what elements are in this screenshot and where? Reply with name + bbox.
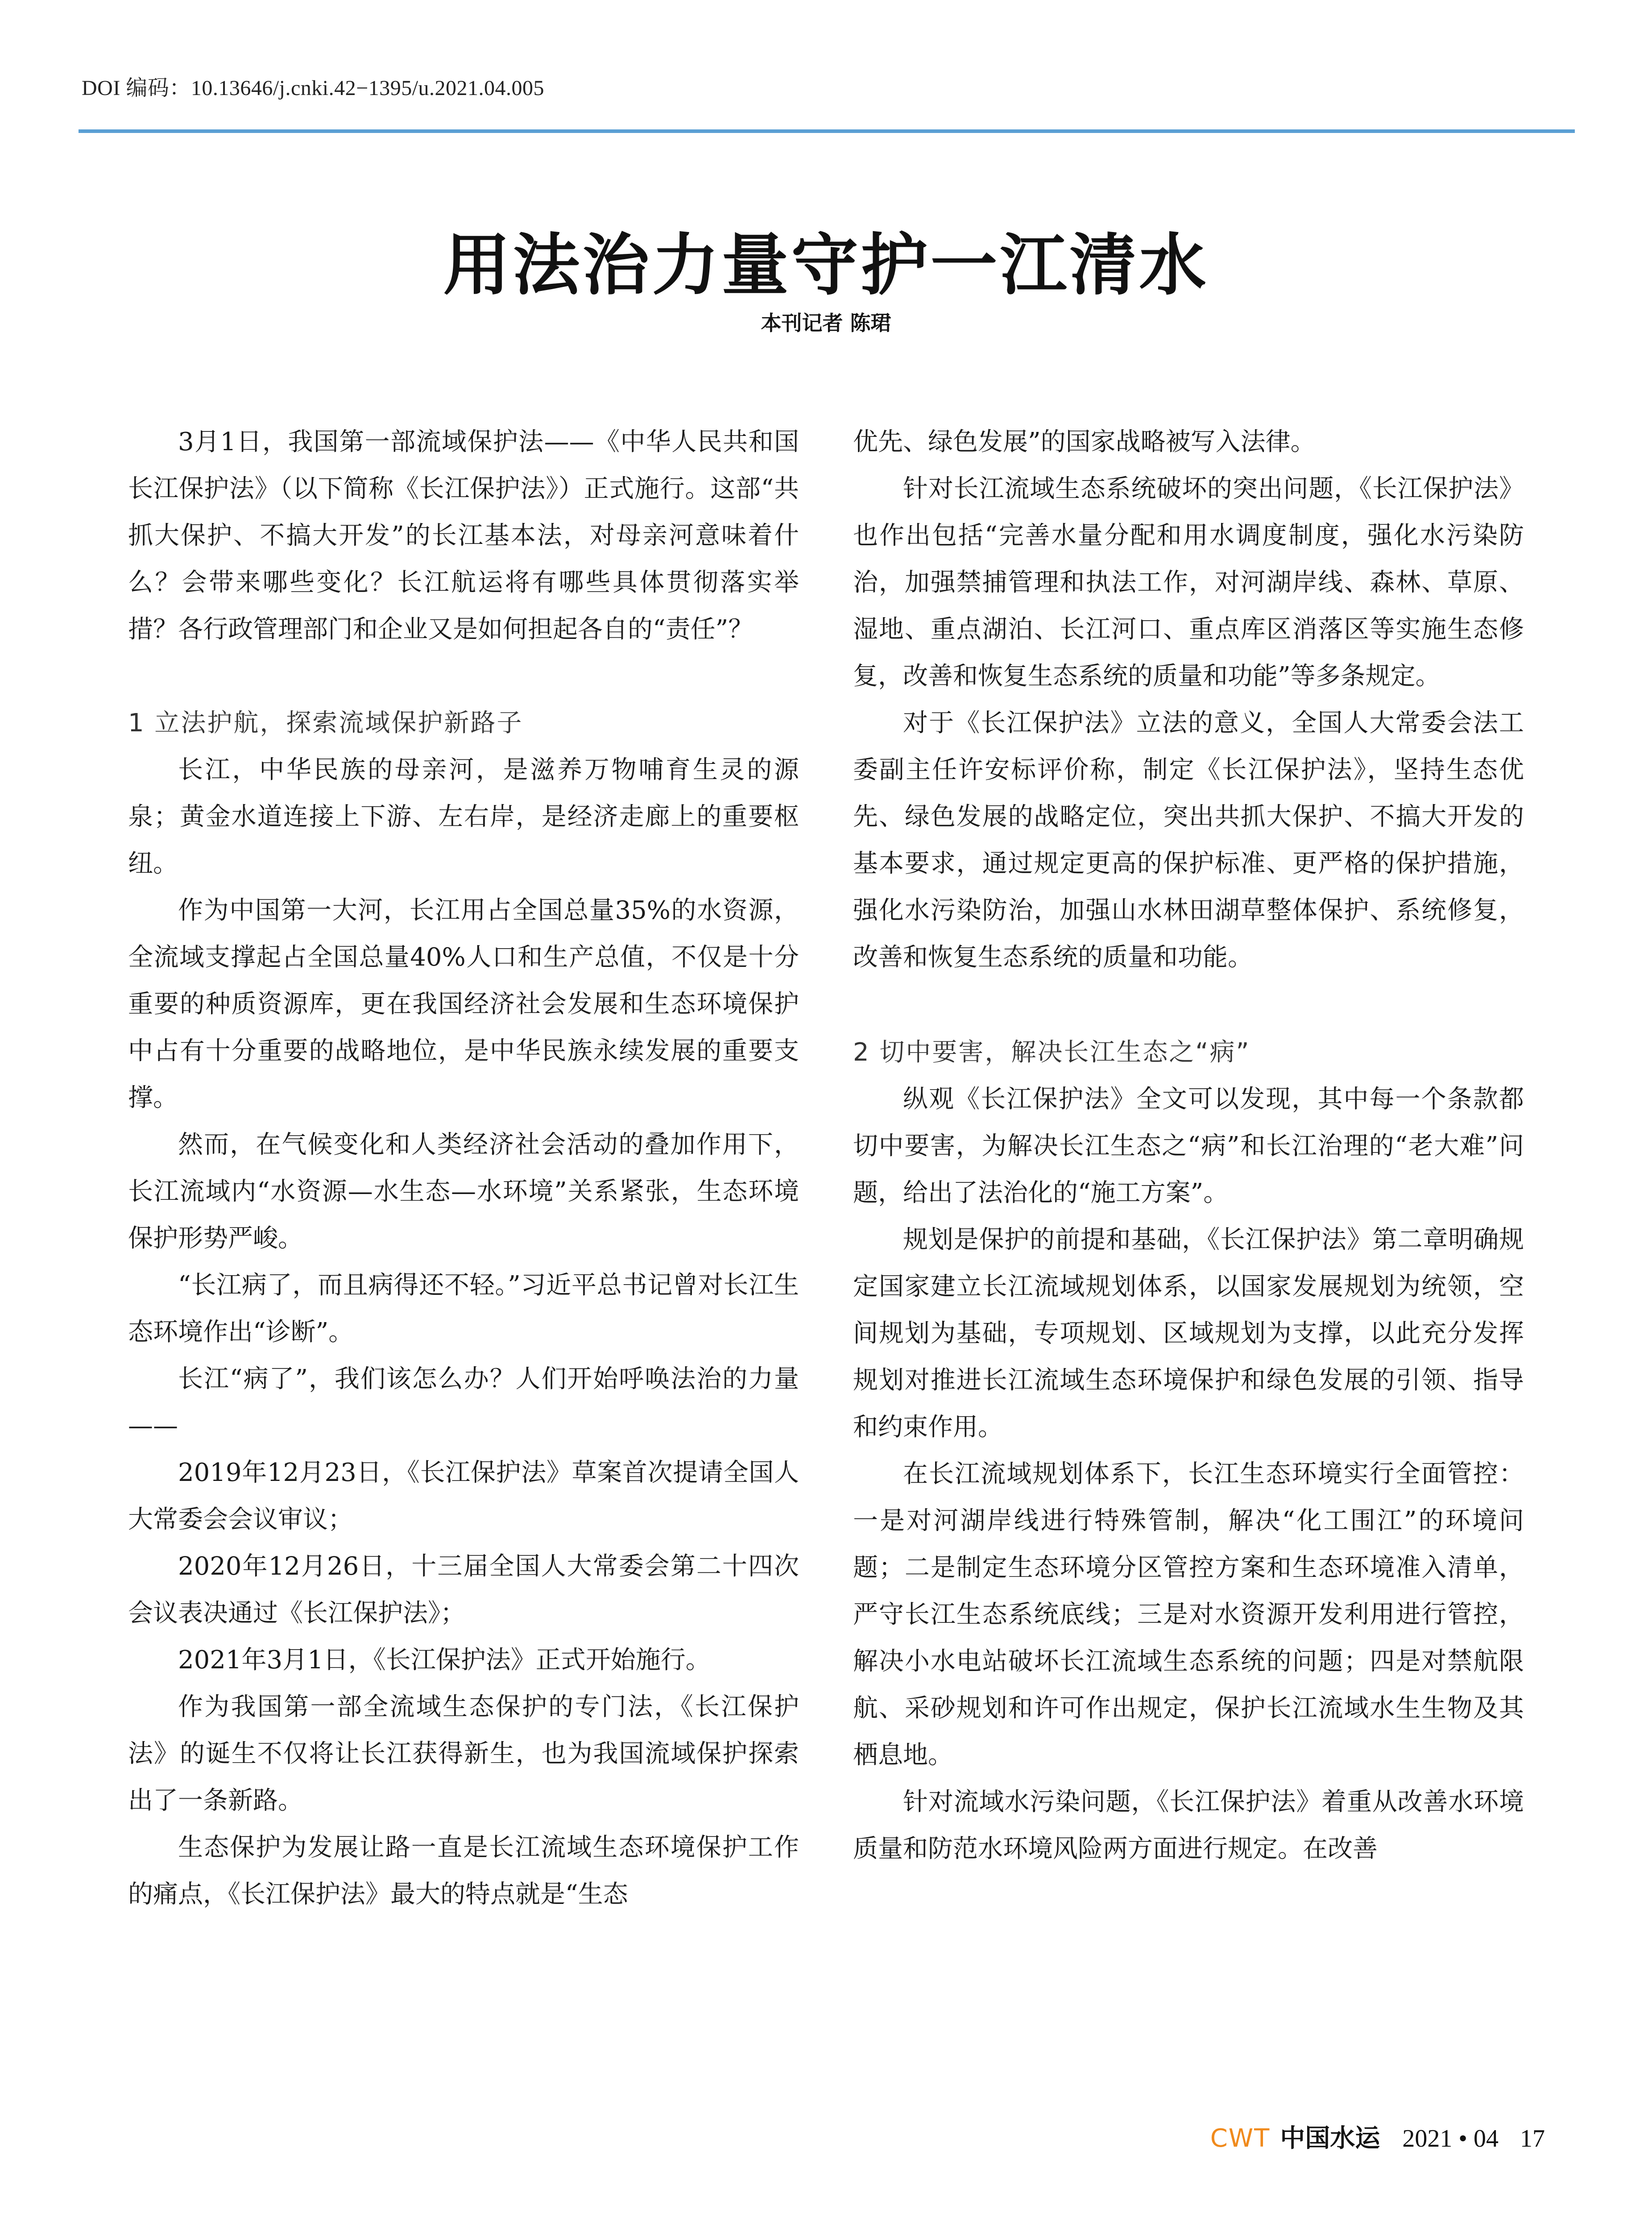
section-2-heading: 2 切中要害，解决长江生态之“病” xyxy=(853,1038,1250,1067)
paragraph: 生态保护为发展让路一直是长江流域生态环境保护工作的痛点，《长江保护法》最大的特点就是“生态 xyxy=(128,1833,799,1909)
paragraph: 长江“病了”，我们该怎么办？人们开始呼唤法治的力量—— xyxy=(128,1364,799,1440)
header-rule xyxy=(79,129,1575,133)
left-column xyxy=(128,419,799,1918)
doi-code: DOI 编码：10.13646/j.cnki.42−1395/u.2021.04.005 xyxy=(82,76,545,100)
intro-paragraph: 3月1日，我国第一部流域保护法——《中华人民共和国长江保护法》（以下简称《长江保护法》）正式施行。这部“共抓大保护、不搞大开发”的长江基本法，对母亲河意味着什么？会带来哪些变化？长江航运将有哪些具体贯彻落实举措？各行政管理部门和企业又是如何担起各自的“责任”？ xyxy=(128,427,799,644)
paragraph: 2020年12月26日，十三届全国人大常委会第二十四次会议表决通过《长江保护法》； xyxy=(128,1552,799,1628)
paragraph: 在长江流域规划体系下，长江生态环境实行全面管控：一是对河湖岸线进行特殊管制，解决“化工围江”的环境问题；二是制定生态环境分区管控方案和生态环境准入清单，严守长江生态系统底线；三是对水资源开发利用进行管控，解决小水电站破坏长江流域生态系统的问题；四是对禁航限航、采砂规划和许可作出规定，保护长江流域水生生物及其栖息地。 xyxy=(853,1460,1524,1770)
paragraph: 作为我国第一部全流域生态保护的专门法，《长江保护法》的诞生不仅将让长江获得新生，也为我国流域保护探索出了一条新路。 xyxy=(128,1692,799,1815)
paragraph: 2019年12月23日，《长江保护法》草案首次提请全国人大常委会会议审议； xyxy=(128,1458,799,1534)
paragraph: “长江病了，而且病得还不轻。”习近平总书记曾对长江生态环境作出“诊断”。 xyxy=(128,1271,799,1347)
page-footer xyxy=(1210,2119,1545,2154)
article-byline: 本刊记者 陈珺 xyxy=(761,311,891,335)
page-number: 17 xyxy=(1520,2125,1545,2152)
paragraph: 对于《长江保护法》立法的意义，全国人大常委会法工委副主任许安标评价称，制定《长江保护法》，坚持生态优先、绿色发展的战略定位，突出共抓大保护、不搞大开发的基本要求，通过规定更高的保护标准、更严格的保护措施，强化水污染防治，加强山水林田湖草整体保护、系统修复，改善和恢复生态系统的质量和功能。 xyxy=(853,709,1524,972)
issue-number: 2021 • 04 xyxy=(1402,2125,1499,2152)
paragraph: 规划是保护的前提和基础，《长江保护法》第二章明确规定国家建立长江流域规划体系，以国家发展规划为统领，空间规划为基础，专项规划、区域规划为支撑，以此充分发挥规划对推进长江流域生态环境保护和绿色发展的引领、指导和约束作用。 xyxy=(853,1225,1524,1442)
paragraph: 针对长江流域生态系统破坏的突出问题，《长江保护法》也作出包括“完善水量分配和用水调度制度，强化水污染防治，加强禁捕管理和执法工作，对河湖岸线、森林、草原、湿地、重点湖泊、长江河口、重点库区消落区等实施生态修复，改善和恢复生态系统的质量和功能”等多条规定。 xyxy=(853,474,1524,691)
paragraph: 纵观《长江保护法》全文可以发现，其中每一个条款都切中要害，为解决长江生态之“病”和长江治理的“老大难”问题，给出了法治化的“施工方案”。 xyxy=(853,1085,1524,1207)
right-column xyxy=(853,419,1524,1872)
paragraph: 作为中国第一大河，长江用占全国总量35%的水资源，全流域支撑起占全国总量40%人口和生产总值，不仅是十分重要的种质资源库，更在我国经济社会发展和生态环境保护中占有十分重要的战略地位，是中华民族永续发展的重要支撑。 xyxy=(128,896,799,1112)
paragraph: 针对流域水污染问题，《长江保护法》着重从改善水环境质量和防范水环境风险两方面进行规定。在改善 xyxy=(853,1787,1524,1863)
journal-brand-en: CWT xyxy=(1210,2124,1271,2153)
paragraph: 然而，在气候变化和人类经济社会活动的叠加作用下，长江流域内“水资源—水生态—水环境”关系紧张，生态环境保护形势严峻。 xyxy=(128,1130,799,1253)
journal-brand-cn: 中国水运 xyxy=(1280,2123,1380,2153)
paragraph-continued: 优先、绿色发展”的国家战略被写入法律。 xyxy=(853,427,1316,456)
paragraph: 2021年3月1日，《长江保护法》正式开始施行。 xyxy=(178,1646,711,1675)
section-1-heading: 1 立法护航，探索流域保护新路子 xyxy=(128,709,523,738)
article-title: 用法治力量守护一江清水 xyxy=(443,225,1209,304)
paragraph: 长江，中华民族的母亲河，是滋养万物哺育生灵的源泉；黄金水道连接上下游、左右岸，是经济走廊上的重要枢纽。 xyxy=(128,755,799,878)
